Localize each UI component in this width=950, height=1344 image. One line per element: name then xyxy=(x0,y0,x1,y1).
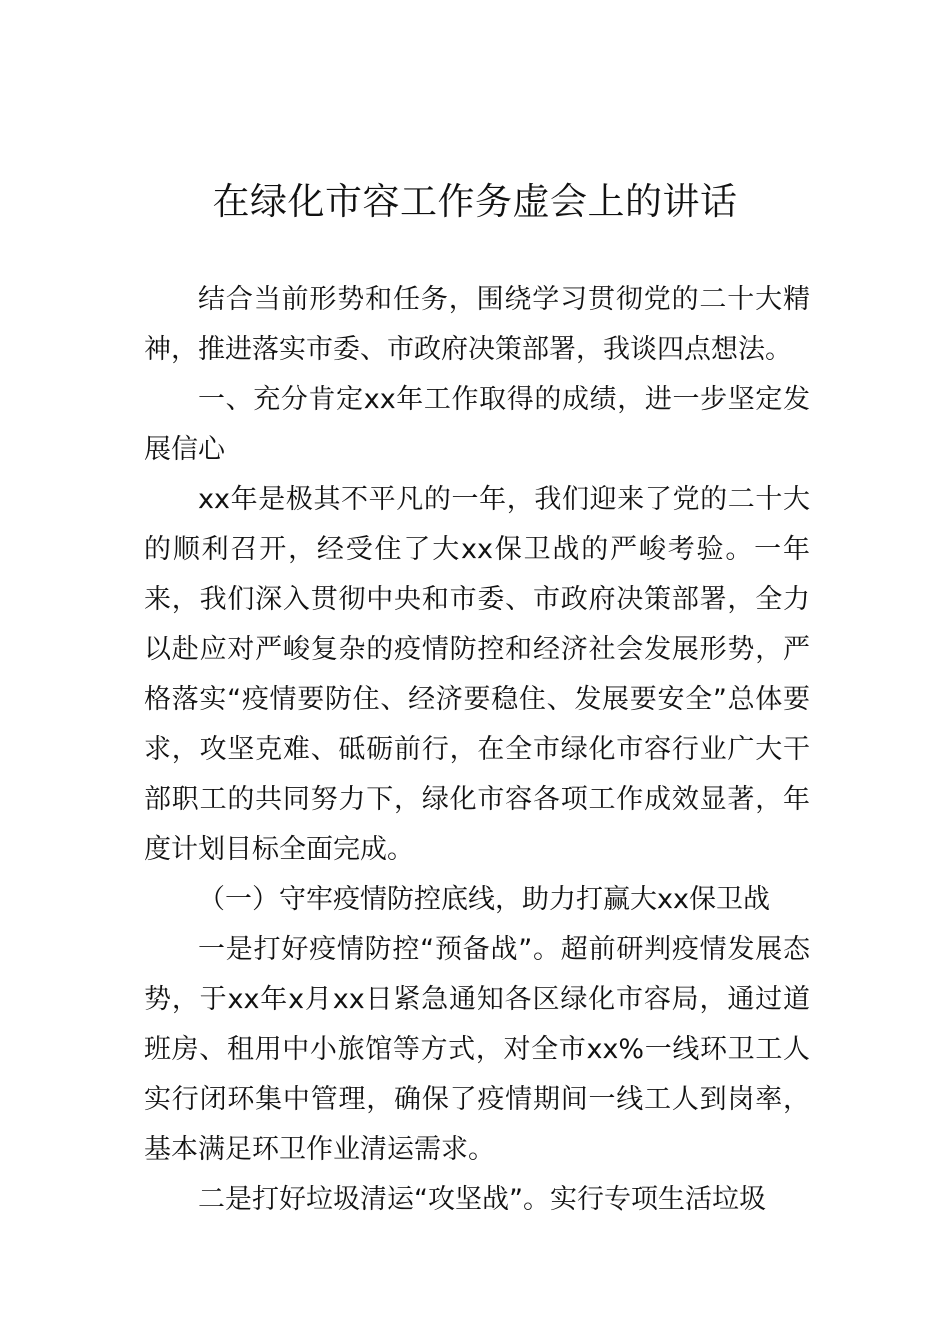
document-body xyxy=(144,275,810,1225)
summary-paragraph: xx年是极其不平凡的一年，我们迎来了党的二十大的顺利召开，经受住了大xx保卫战的严峻考验。一年来，我们深入贯彻中央和市委、市政府决策部署，全力以赴应对严峻复杂的疫情防控和经济社会发展形势，严格落实“疫情要防住、经济要稳住、发展要安全”总体要求，攻坚克难、砥砺前行，在全市绿化市容行业广大干部职工的共同努力下，绿化市容各项工作成效显著，年度计划目标全面完成。 xyxy=(144,484,810,865)
point-paragraph-2: 二是打好垃圾清运“攻坚战”。实行专项生活垃圾 xyxy=(198,1184,766,1215)
subsection-heading-1: （一）守牢疫情防控底线，助力打赢大xx保卫战 xyxy=(198,884,770,915)
point-paragraph-1: 一是打好疫情防控“预备战”。超前研判疫情发展态势，于xx年x月xx日紧急通知各区绿化市容局，通过道班房、租用中小旅馆等方式，对全市xx%一线环卫工人实行闭环集中管理，确保了疫情期间一线工人到岗率，基本满足环卫作业清运需求。 xyxy=(144,934,810,1165)
section-heading-1: 一、充分肯定xx年工作取得的成绩，进一步坚定发展信心 xyxy=(144,384,810,465)
document-title: 在绿化市容工作务虚会上的讲话 xyxy=(212,180,738,223)
intro-paragraph: 结合当前形势和任务，围绕学习贯彻党的二十大精神，推进落实市委、市政府决策部署，我谈四点想法。 xyxy=(144,284,810,365)
